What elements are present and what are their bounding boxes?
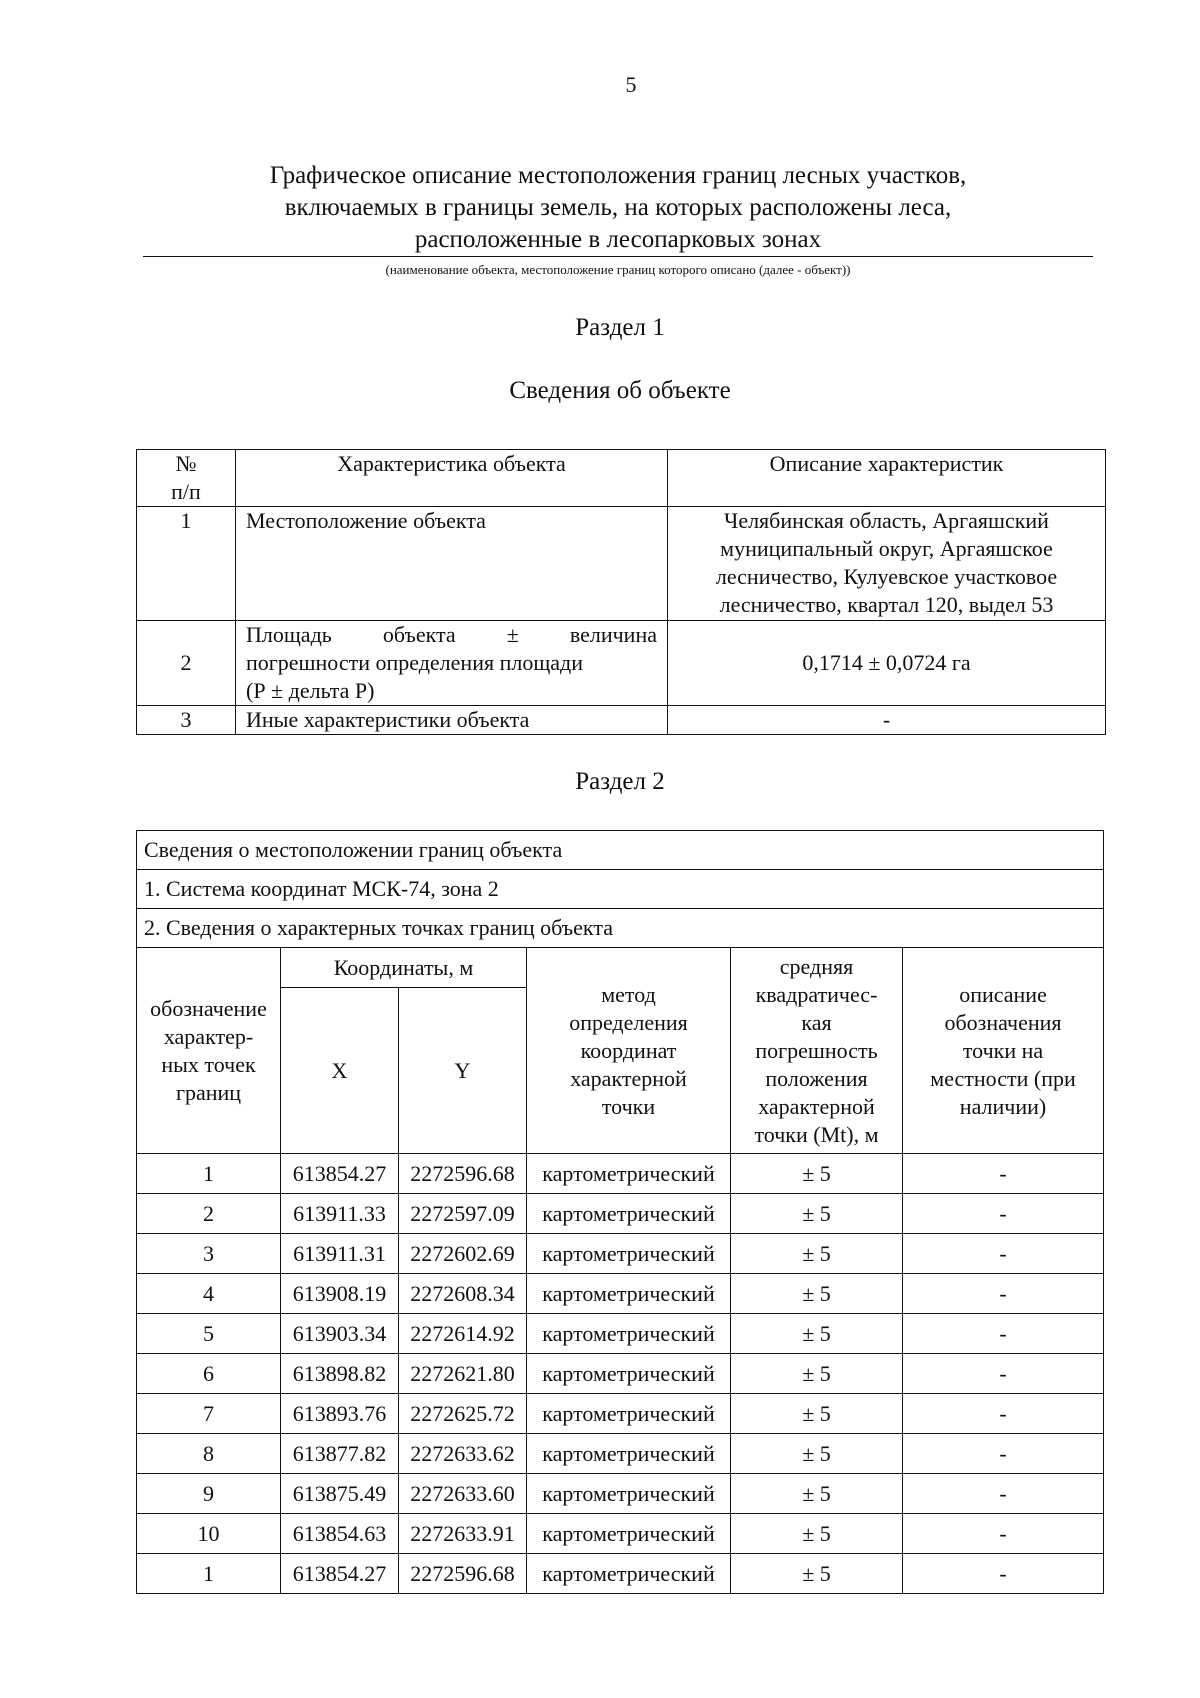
section1-subheading: Сведения об объекте [509, 377, 731, 404]
table-row [137, 507, 1106, 621]
x-cell: 613877.82 [281, 1434, 399, 1474]
table-row [137, 1274, 1104, 1314]
method-cell: картометрический [527, 1554, 731, 1594]
y-cell: 2272625.72 [399, 1394, 527, 1434]
title-line: Графическое описание местоположения границ лесных участков, [269, 162, 967, 189]
coordinate-system-cell: 1. Система координат МСК-74, зона 2 [137, 870, 1104, 909]
header-coordinates: Координаты, м [281, 948, 527, 988]
x-cell: 613875.49 [281, 1474, 399, 1514]
row-characteristic: Площадь объекта ± величина погрешности определения площади (Р ± дельта Р) [236, 621, 668, 706]
y-cell: 2272602.69 [399, 1234, 527, 1274]
x-cell: 613908.19 [281, 1274, 399, 1314]
point-cell: 6 [137, 1354, 281, 1394]
table-row [137, 1554, 1104, 1594]
point-cell: 2 [137, 1194, 281, 1234]
x-cell: 613854.27 [281, 1554, 399, 1594]
desc-cell: - [903, 1194, 1104, 1234]
row-num: 1 [137, 507, 236, 621]
method-cell: картометрический [527, 1314, 731, 1354]
x-cell: 613854.27 [281, 1154, 399, 1194]
header-num: № п/п [137, 450, 236, 507]
method-cell: картометрический [527, 1234, 731, 1274]
header-point: обозначение характер- ных точек границ [137, 948, 281, 1154]
point-cell: 4 [137, 1274, 281, 1314]
boundary-points-table [136, 830, 1104, 1594]
title-underline [143, 256, 1093, 257]
points-info-cell: 2. Сведения о характерных точках границ объекта [137, 909, 1104, 948]
info-row [137, 870, 1104, 909]
method-cell: картометрический [527, 1474, 731, 1514]
point-cell: 1 [137, 1154, 281, 1194]
table-row [137, 621, 1106, 706]
header-error: средняя квадратичес- кая погрешность положения характерной точки (Mt), м [731, 948, 903, 1154]
method-cell: картометрический [527, 1354, 731, 1394]
row-num: 2 [137, 621, 236, 706]
desc-cell: - [903, 1274, 1104, 1314]
y-cell: 2272633.62 [399, 1434, 527, 1474]
document-title [143, 160, 1093, 256]
point-cell: 7 [137, 1394, 281, 1434]
error-cell: ± 5 [731, 1314, 903, 1354]
page-number: 5 [625, 72, 637, 97]
table-row [137, 1314, 1104, 1354]
point-cell: 1 [137, 1554, 281, 1594]
table-row [137, 706, 1106, 735]
desc-cell: - [903, 1514, 1104, 1554]
error-cell: ± 5 [731, 1434, 903, 1474]
error-cell: ± 5 [731, 1554, 903, 1594]
row-num: 3 [137, 706, 236, 735]
point-cell: 3 [137, 1234, 281, 1274]
point-cell: 5 [137, 1314, 281, 1354]
row-description: - [668, 706, 1106, 735]
x-cell: 613898.82 [281, 1354, 399, 1394]
x-cell: 613903.34 [281, 1314, 399, 1354]
error-cell: ± 5 [731, 1234, 903, 1274]
header-characteristic: Характеристика объекта [236, 450, 668, 507]
object-info-table [136, 449, 1106, 735]
error-cell: ± 5 [731, 1514, 903, 1554]
row-characteristic: Местоположение объекта [236, 507, 668, 621]
y-cell: 2272614.92 [399, 1314, 527, 1354]
table-row [137, 1514, 1104, 1554]
title-caption: (наименование объекта, местоположение границ которого описано (далее - объект)) [385, 262, 851, 277]
title-line: включаемых в границы земель, на которых расположены леса, [284, 194, 952, 221]
error-cell: ± 5 [731, 1154, 903, 1194]
desc-cell: - [903, 1234, 1104, 1274]
y-cell: 2272596.68 [399, 1154, 527, 1194]
info-row [137, 909, 1104, 948]
table-row [137, 1354, 1104, 1394]
table-row [137, 1194, 1104, 1234]
desc-cell: - [903, 1154, 1104, 1194]
x-cell: 613911.33 [281, 1194, 399, 1234]
row-description: Челябинская область, Аргаяшский муниципальный округ, Аргаяшское лесничество, Кулуевское участковое лесничество, квартал 120, выдел 53 [668, 507, 1106, 621]
y-cell: 2272608.34 [399, 1274, 527, 1314]
x-cell: 613893.76 [281, 1394, 399, 1434]
row-description: 0,1714 ± 0,0724 га [668, 621, 1106, 706]
table-row [137, 1434, 1104, 1474]
title-line: расположенные в лесопарковых зонах [414, 226, 822, 253]
header-description: Описание характеристик [668, 450, 1106, 507]
header-description: описание обозначения точки на местности (при наличии) [903, 948, 1104, 1154]
method-cell: картометрический [527, 1194, 731, 1234]
y-cell: 2272633.91 [399, 1514, 527, 1554]
table-header-row [137, 450, 1106, 507]
desc-cell: - [903, 1314, 1104, 1354]
info-row [137, 831, 1104, 870]
header-y: Y [399, 988, 527, 1154]
header-method: метод определения координат характерной точки [527, 948, 731, 1154]
desc-cell: - [903, 1354, 1104, 1394]
section2-heading: Раздел 2 [575, 768, 665, 795]
header-x: X [281, 988, 399, 1154]
points-body [137, 1154, 1104, 1594]
error-cell: ± 5 [731, 1194, 903, 1234]
error-cell: ± 5 [731, 1274, 903, 1314]
table-row [137, 1154, 1104, 1194]
table-row [137, 1474, 1104, 1514]
y-cell: 2272597.09 [399, 1194, 527, 1234]
x-cell: 613854.63 [281, 1514, 399, 1554]
x-cell: 613911.31 [281, 1234, 399, 1274]
desc-cell: - [903, 1474, 1104, 1514]
info-cell: Сведения о местоположении границ объекта [137, 831, 1104, 870]
section1-heading: Раздел 1 [575, 314, 665, 341]
desc-cell: - [903, 1434, 1104, 1474]
error-cell: ± 5 [731, 1474, 903, 1514]
method-cell: картометрический [527, 1434, 731, 1474]
error-cell: ± 5 [731, 1394, 903, 1434]
desc-cell: - [903, 1394, 1104, 1434]
row-characteristic: Иные характеристики объекта [236, 706, 668, 735]
error-cell: ± 5 [731, 1354, 903, 1394]
y-cell: 2272633.60 [399, 1474, 527, 1514]
point-cell: 10 [137, 1514, 281, 1554]
method-cell: картометрический [527, 1154, 731, 1194]
method-cell: картометрический [527, 1274, 731, 1314]
table-header-row [137, 948, 1104, 988]
table-row [137, 1234, 1104, 1274]
method-cell: картометрический [527, 1394, 731, 1434]
table-row [137, 1394, 1104, 1434]
method-cell: картометрический [527, 1514, 731, 1554]
y-cell: 2272621.80 [399, 1354, 527, 1394]
desc-cell: - [903, 1554, 1104, 1594]
y-cell: 2272596.68 [399, 1554, 527, 1594]
point-cell: 8 [137, 1434, 281, 1474]
point-cell: 9 [137, 1474, 281, 1514]
